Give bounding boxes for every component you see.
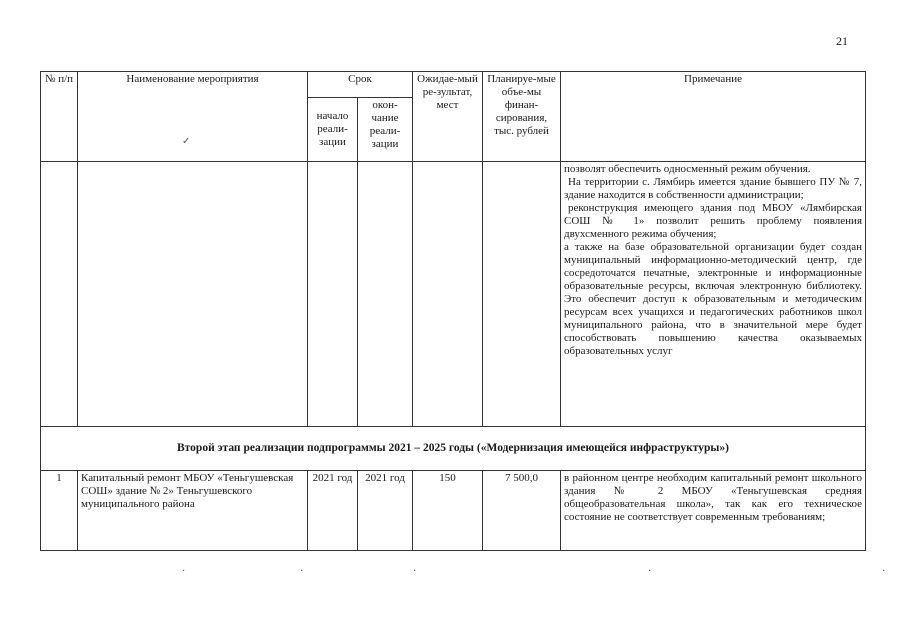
stage-title: Второй этап реализации подпрограммы 2021 – 2025 годы («Модернизация имеющейся инфраструктуры») (41, 427, 866, 471)
row-num: 1 (41, 471, 78, 551)
row-name: Капитальный ремонт МБОУ «Теньгушевская СОШ» здание № 2» Теньгушевского муниципального района (78, 471, 308, 551)
continued-row (41, 162, 866, 427)
scan-mark: ✓ (182, 136, 191, 147)
note-paragraph: реконструкция имеющего здания под МБОУ «Лямбирская СОШ № 1» позволит решить проблему появления двухсменного режима обучения; (564, 202, 862, 240)
row-start: 2021 год (308, 471, 358, 551)
header-num: № п/п (41, 72, 78, 162)
continued-num-cell (41, 162, 78, 427)
activities-table (40, 71, 866, 551)
row-note: в районном центре необходим капитальный ремонт школьного здания № 2 МБОУ «Теньгушевская средняя общеобразовательная школа», так как его техническое состояние не соответствует современным требованиям; (561, 471, 866, 551)
row-expected: 150 (413, 471, 483, 551)
row-end: 2021 год (358, 471, 413, 551)
continued-start-cell (308, 162, 358, 427)
continued-planned-cell (483, 162, 561, 427)
scan-mark: · (648, 566, 652, 577)
continued-note-cell (561, 162, 866, 427)
header-term-end: окон-чание реали-зации (358, 98, 413, 162)
header-expected: Ожидае-мый ре-зультат, мест (413, 72, 483, 162)
scan-mark: · (300, 566, 304, 577)
header-planned: Планируе-мые объе-мы финан-сирования, тыс. рублей (483, 72, 561, 162)
note-paragraph: позволят обеспечить односменный режим обучения. (564, 163, 811, 175)
row-planned: 7 500,0 (483, 471, 561, 551)
page-number: 21 (836, 34, 848, 48)
continued-name-cell (78, 162, 308, 427)
note-paragraph: На территории с. Лямбирь имеется здание бывшего ПУ № 7, здание находится в собственности администрации; (564, 176, 862, 201)
header-term-start: начало реали-зации (308, 98, 358, 162)
stage-row (41, 427, 866, 471)
scan-mark: · (182, 566, 186, 577)
scan-mark: · (413, 566, 417, 577)
continued-expected-cell (413, 162, 483, 427)
note-paragraph: а также на базе образовательной организации будет создан муниципальный информационно-методический центр, где сосредоточатся печатные, электронные и информационные образовательные ресурсы, включая электронную библиотеку. Это обеспечит доступ к образовательным и методическим ресурсам всех учащихся и педагогических работников школ муниципального района, что в значительной мере будет способствовать повышению качества оказываемых образовательных услуг (564, 241, 862, 357)
continued-end-cell (358, 162, 413, 427)
header-term: Срок (308, 72, 413, 98)
header-note: Примечание (561, 72, 866, 162)
header-name: Наименование мероприятия (78, 72, 308, 162)
table-row (41, 471, 866, 551)
scan-mark: · (882, 566, 886, 577)
